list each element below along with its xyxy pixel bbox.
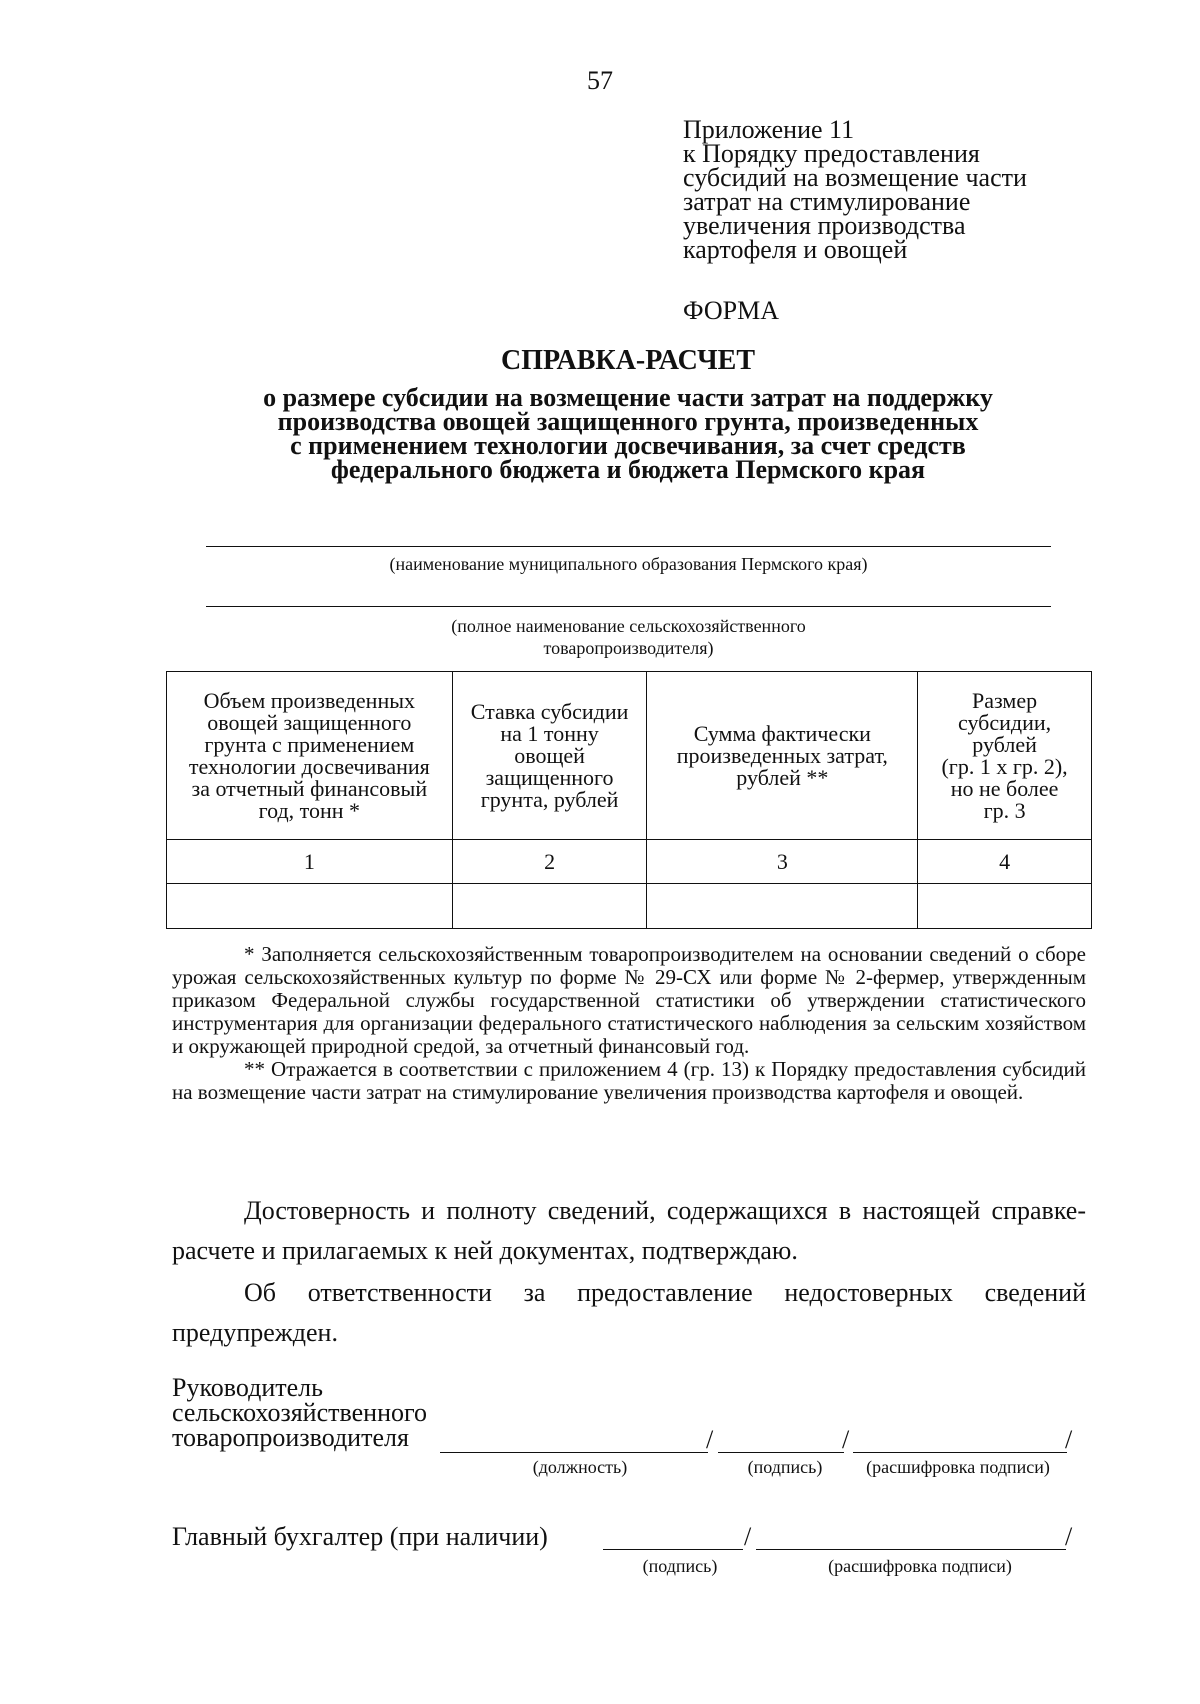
head-label-line: сельскохозяйственного [172,1398,427,1427]
data-cell-volume[interactable] [167,884,453,929]
appendix-line: Приложение 11 [683,115,855,144]
subsidy-table [166,671,1092,929]
subtitle-line: о размере субсидии на возмещение части затрат на поддержку [263,383,993,412]
appendix-line: к Порядку предоставления [683,139,980,168]
signature-separator: / [706,1425,714,1454]
head-signature-line[interactable] [718,1452,844,1453]
header-line: субсидии, [958,709,1052,735]
appendix-line: увеличения производства [683,211,966,240]
head-label-line: товаропроизводителя [172,1423,409,1452]
appendix-line: затрат на стимулирование [683,187,971,216]
producer-fill-line[interactable] [206,606,1051,607]
head-decoding-line[interactable] [853,1452,1067,1453]
municipality-fill-line[interactable] [206,546,1051,547]
header-line: Ставка субсидии [470,698,629,724]
confirmation-paragraph: Достоверность и полноту сведений, содержащихся в настоящей справке-расчете и прилагаемых к ней документах, подтверждаю. [172,1196,1086,1265]
footnote: ** Отражается в соответствии с приложением 4 (гр. 13) к Порядку предоставления субсидий на возмещение части затрат на стимулирование увеличения производства картофеля и овощей. [172,1057,1086,1104]
subtitle-line: с применением технологии досвечивания, за счет средств [290,431,966,460]
header-line: Размер [972,687,1038,713]
municipality-caption: (наименование муниципального образования Пермского края) [389,554,868,574]
form-label: ФОРМА [683,296,779,325]
signature-separator: / [1065,1425,1073,1454]
signature-separator: / [1065,1522,1073,1551]
accountant-decoding-line[interactable] [756,1549,1066,1550]
accountant-decoding-caption: (расшифровка подписи) [828,1556,1012,1576]
column-number-row [167,840,1092,884]
table-header-row [167,672,1092,840]
header-cell-volume [167,672,453,840]
document-title: СПРАВКА-РАСЧЕТ [500,345,756,376]
document-subtitle [0,383,1200,484]
signature-separator: / [842,1425,850,1454]
header-cell-subsidy [918,672,1092,840]
header-line: за отчетный финансовый [191,775,428,801]
producer-caption-line: (полное наименование сельскохозяйственного [451,616,806,636]
accountant-signature-line[interactable] [603,1549,743,1550]
footnotes [172,943,1086,1104]
signature-separator: / [744,1522,752,1551]
table-data-row [167,884,1092,929]
accountant-signature-label: Главный бухгалтер (при наличии) [172,1522,548,1551]
head-position-caption: (должность) [532,1457,628,1477]
page-number: 57 [587,66,613,95]
column-number: 3 [647,840,918,884]
appendix-header [683,115,1027,264]
column-number: 4 [918,840,1092,884]
header-cell-costs [647,672,918,840]
data-cell-subsidy[interactable] [918,884,1092,929]
accountant-signature-caption: (подпись) [642,1556,718,1576]
confirmation-text [172,1191,1086,1353]
header-line: но не более [950,775,1059,801]
head-signature-label [172,1375,427,1450]
header-cell-rate [452,672,647,840]
appendix-line: картофеля и овощей [683,235,908,264]
subtitle-line: производства овощей защищенного грунта, произведенных [277,407,979,436]
column-number: 1 [167,840,453,884]
header-line: Сумма фактически [693,720,871,746]
header-line: на 1 тонну [500,720,599,746]
header-line: технологии досвечивания [188,753,430,779]
header-line: рублей ** [736,764,829,790]
data-cell-rate[interactable] [452,884,647,929]
head-decoding-caption: (расшифровка подписи) [866,1457,1050,1477]
header-line: год, тонн * [258,797,361,823]
header-line: грунта, рублей [480,786,619,812]
header-line: гр. 3 [983,797,1026,823]
data-cell-costs[interactable] [647,884,918,929]
header-line: овощей [514,742,585,768]
producer-caption-line: товаропроизводителя) [543,638,714,658]
column-number: 2 [452,840,647,884]
head-signature-caption: (подпись) [747,1457,823,1477]
header-line: рублей [972,731,1037,757]
head-label-line: Руководитель [172,1373,323,1402]
subtitle-line: федерального бюджета и бюджета Пермского края [330,455,926,484]
confirmation-paragraph: Об ответственности за предоставление недостоверных сведений предупрежден. [172,1278,1086,1347]
header-line: защищенного [485,764,614,790]
header-line: грунта с применением [204,731,415,757]
header-line: (гр. 1 х гр. 2), [941,753,1068,779]
producer-caption [206,615,1051,659]
head-position-line[interactable] [440,1452,708,1453]
footnote: * Заполняется сельскохозяйственным товаропроизводителем на основании сведений о сборе урожая сельскохозяйственных культур по форме № 29-СХ или форме № 2-фермер, утвержденным приказом Федеральной службы государственной статистики об утверждении статистического инструментария для организации федерального статистического наблюдения за сельским хозяйством и окружающей природной средой, за отчетный финансовый год. [172,942,1086,1058]
header-line: произведенных затрат, [676,742,888,768]
header-line: Объем произведенных [203,687,415,713]
appendix-line: субсидий на возмещение части [683,163,1027,192]
header-line: овощей защищенного [207,709,412,735]
